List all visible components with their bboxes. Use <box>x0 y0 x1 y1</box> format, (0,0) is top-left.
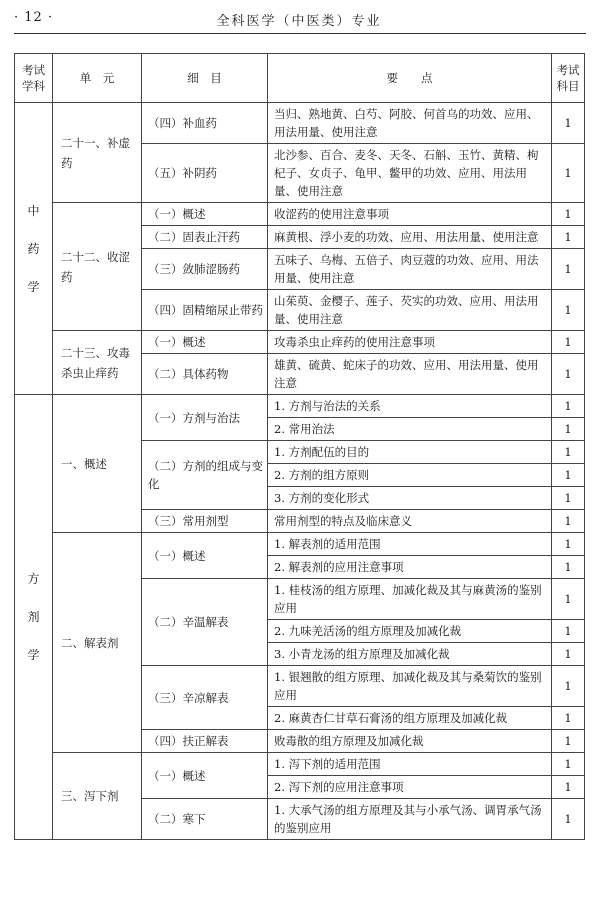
detail-cell: （四）扶正解表 <box>142 730 268 753</box>
subject-name: 中药学 <box>27 203 40 294</box>
exam-cell: 1 <box>552 354 585 395</box>
unit-cell: 二十三、攻毒杀虫止痒药 <box>53 331 142 395</box>
col-header-detail: 细 目 <box>142 54 268 103</box>
detail-cell: （三）常用剂型 <box>142 510 268 533</box>
detail-cell: （二）辛温解表 <box>142 579 268 666</box>
point-cell: 雄黄、硫黄、蛇床子的功效、应用、用法用量、使用注意 <box>268 354 552 395</box>
detail-cell: （一）方剂与治法 <box>142 395 268 441</box>
point-cell: 2. 方剂的组方原则 <box>268 464 552 487</box>
point-cell: 3. 小青龙汤的组方原理及加减化裁 <box>268 643 552 666</box>
point-cell: 1. 桂枝汤的组方原理、加减化裁及其与麻黄汤的鉴别应用 <box>268 579 552 620</box>
point-cell: 麻黄根、浮小麦的功效、应用、用法用量、使用注意 <box>268 226 552 249</box>
exam-cell: 1 <box>552 331 585 354</box>
detail-cell: （二）方剂的组成与变化 <box>142 441 268 510</box>
exam-cell: 1 <box>552 707 585 730</box>
point-cell: 1. 方剂配伍的目的 <box>268 441 552 464</box>
detail-cell: （四）补血药 <box>142 103 268 144</box>
table-header-row <box>15 54 585 103</box>
table-row <box>15 103 585 144</box>
point-cell: 1. 方剂与治法的关系 <box>268 395 552 418</box>
exam-cell: 1 <box>552 418 585 441</box>
table-row <box>15 753 585 776</box>
detail-cell: （二）寒下 <box>142 799 268 840</box>
running-title: 全科医学（中医类）专业 <box>216 14 382 29</box>
col-header-exam: 考试科目 <box>552 54 585 103</box>
point-cell: 1. 大承气汤的组方原理及其与小承气汤、调胃承气汤的鉴别应用 <box>268 799 552 840</box>
detail-cell: （四）固精缩尿止带药 <box>142 290 268 331</box>
point-cell: 1. 解表剂的适用范围 <box>268 533 552 556</box>
page-number: · 12 · <box>14 10 54 25</box>
exam-cell: 1 <box>552 441 585 464</box>
table-row <box>15 395 585 418</box>
subject-cell <box>15 395 53 840</box>
exam-cell: 1 <box>552 799 585 840</box>
table-row <box>15 533 585 556</box>
exam-cell: 1 <box>552 464 585 487</box>
detail-cell: （三）敛肺涩肠药 <box>142 249 268 290</box>
exam-cell: 1 <box>552 643 585 666</box>
exam-cell: 1 <box>552 290 585 331</box>
unit-cell: 三、泻下剂 <box>53 753 142 840</box>
exam-cell: 1 <box>552 510 585 533</box>
detail-cell: （二）固表止汗药 <box>142 226 268 249</box>
detail-cell: （一）概述 <box>142 331 268 354</box>
exam-cell: 1 <box>552 730 585 753</box>
detail-cell: （二）具体药物 <box>142 354 268 395</box>
header-rule <box>14 33 586 34</box>
exam-cell: 1 <box>552 666 585 707</box>
exam-cell: 1 <box>552 203 585 226</box>
exam-cell: 1 <box>552 753 585 776</box>
point-cell: 1. 泻下剂的适用范围 <box>268 753 552 776</box>
col-header-point: 要 点 <box>268 54 552 103</box>
point-cell: 五味子、乌梅、五倍子、肉豆蔻的功效、应用、用法用量、使用注意 <box>268 249 552 290</box>
exam-cell: 1 <box>552 249 585 290</box>
page-header <box>0 0 598 34</box>
detail-cell: （一）概述 <box>142 753 268 799</box>
exam-cell: 1 <box>552 395 585 418</box>
subject-name: 方剂学 <box>27 572 40 662</box>
exam-cell: 1 <box>552 620 585 643</box>
exam-cell: 1 <box>552 556 585 579</box>
point-cell: 攻毒杀虫止痒药的使用注意事项 <box>268 331 552 354</box>
exam-cell: 1 <box>552 103 585 144</box>
unit-cell: 二十二、收涩药 <box>53 203 142 331</box>
syllabus-table <box>14 53 585 840</box>
table-row <box>15 203 585 226</box>
point-cell: 2. 常用治法 <box>268 418 552 441</box>
point-cell: 当归、熟地黄、白芍、阿胶、何首乌的功效、应用、用法用量、使用注意 <box>268 103 552 144</box>
point-cell: 2. 解表剂的应用注意事项 <box>268 556 552 579</box>
table-body <box>15 103 585 840</box>
detail-cell: （三）辛凉解表 <box>142 666 268 730</box>
detail-cell: （一）概述 <box>142 203 268 226</box>
subject-cell <box>15 103 53 395</box>
exam-cell: 1 <box>552 226 585 249</box>
exam-cell: 1 <box>552 776 585 799</box>
point-cell: 山茱萸、金樱子、莲子、芡实的功效、应用、用法用量、使用注意 <box>268 290 552 331</box>
table-row <box>15 331 585 354</box>
point-cell: 败毒散的组方原理及加减化裁 <box>268 730 552 753</box>
exam-cell: 1 <box>552 533 585 556</box>
unit-cell: 一、概述 <box>53 395 142 533</box>
exam-cell: 1 <box>552 144 585 203</box>
exam-cell: 1 <box>552 487 585 510</box>
detail-cell: （一）概述 <box>142 533 268 579</box>
point-cell: 北沙参、百合、麦冬、天冬、石斛、玉竹、黄精、枸杞子、女贞子、龟甲、鳖甲的功效、应用、用法用量、使用注意 <box>268 144 552 203</box>
point-cell: 2. 麻黄杏仁甘草石膏汤的组方原理及加减化裁 <box>268 707 552 730</box>
point-cell: 3. 方剂的变化形式 <box>268 487 552 510</box>
exam-cell: 1 <box>552 579 585 620</box>
unit-cell: 二十一、补虚药 <box>53 103 142 203</box>
detail-cell: （五）补阴药 <box>142 144 268 203</box>
col-header-subject: 考试学科 <box>15 54 53 103</box>
col-header-unit: 单 元 <box>53 54 142 103</box>
point-cell: 收涩药的使用注意事项 <box>268 203 552 226</box>
unit-cell: 二、解表剂 <box>53 533 142 753</box>
point-cell: 2. 九味羌活汤的组方原理及加减化裁 <box>268 620 552 643</box>
point-cell: 2. 泻下剂的应用注意事项 <box>268 776 552 799</box>
point-cell: 1. 银翘散的组方原理、加减化裁及其与桑菊饮的鉴别应用 <box>268 666 552 707</box>
point-cell: 常用剂型的特点及临床意义 <box>268 510 552 533</box>
